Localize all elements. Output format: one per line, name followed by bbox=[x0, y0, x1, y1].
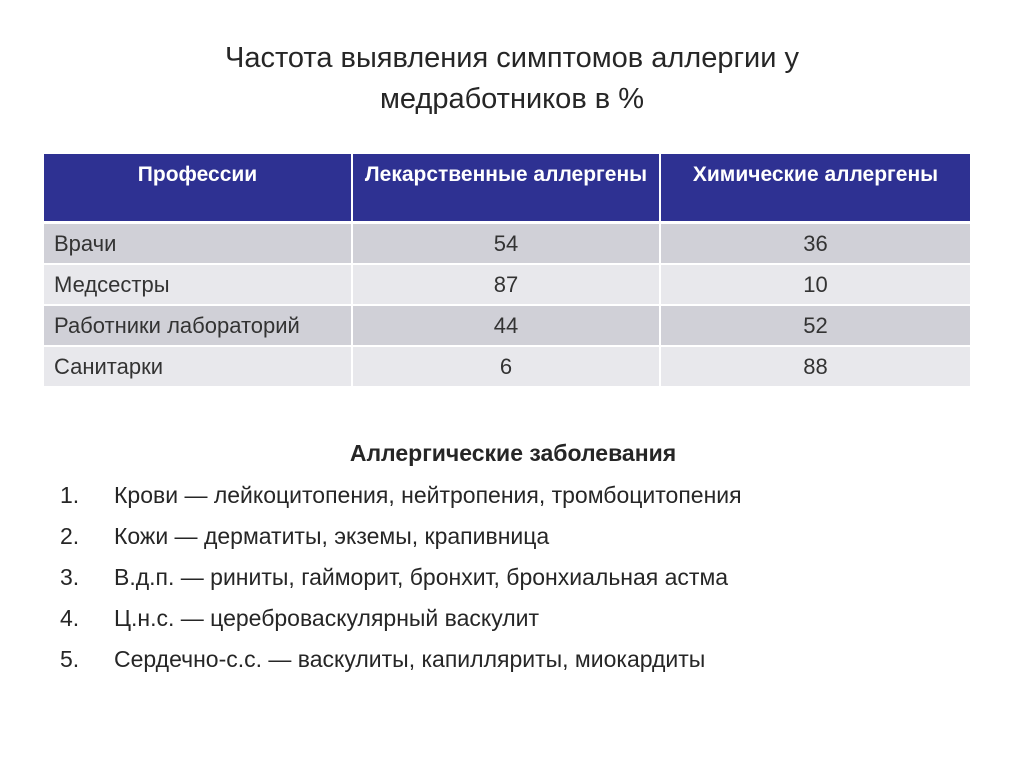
list-item-text: Кожи — дерматиты, экземы, крапивница bbox=[114, 523, 550, 549]
list-item bbox=[60, 520, 742, 561]
slide-title-line-1: Частота выявления симптомов аллергии у bbox=[225, 42, 799, 74]
chemical-allergen-value: 10 bbox=[661, 265, 970, 306]
table-row bbox=[44, 347, 970, 388]
list-item bbox=[60, 602, 742, 643]
list-item-text: Крови — лейкоцитопения, нейтропения, тромбоцитопения bbox=[114, 482, 742, 508]
drug-allergen-value: 87 bbox=[353, 265, 661, 306]
header-drug-allergens: Лекарственные аллергены bbox=[353, 154, 661, 224]
list-item-number: 3. bbox=[60, 564, 80, 590]
slide-title-line-2: медработников в % bbox=[379, 83, 645, 115]
profession-cell: Медсестры bbox=[44, 265, 353, 306]
profession-cell: Работники лабораторий bbox=[44, 306, 353, 347]
chemical-allergen-value: 36 bbox=[661, 224, 970, 265]
table-header-row bbox=[44, 154, 970, 224]
table-row bbox=[44, 224, 970, 265]
drug-allergen-value: 44 bbox=[353, 306, 661, 347]
list-item bbox=[60, 643, 742, 684]
allergy-frequency-table bbox=[44, 154, 970, 388]
chemical-allergen-value: 52 bbox=[661, 306, 970, 347]
drug-allergen-value: 54 bbox=[353, 224, 661, 265]
list-item-text: В.д.п. — риниты, гайморит, бронхит, бронхиальная астма bbox=[114, 564, 729, 590]
list-item-text: Ц.н.с. — цереброваскулярный васкулит bbox=[114, 605, 540, 631]
profession-cell: Врачи bbox=[44, 224, 353, 265]
drug-allergen-value: 6 bbox=[353, 347, 661, 388]
header-professions: Профессии bbox=[44, 154, 353, 224]
chemical-allergen-value: 88 bbox=[661, 347, 970, 388]
list-item-number: 1. bbox=[60, 482, 80, 508]
list-item-number: 5. bbox=[60, 646, 80, 672]
table-row bbox=[44, 306, 970, 347]
list-item-number: 4. bbox=[60, 605, 80, 631]
list-item-text: Сердечно-с.с. — васкулиты, капилляриты, миокардиты bbox=[114, 646, 706, 672]
header-chemical-allergens: Химические аллергены bbox=[661, 154, 970, 224]
list-item bbox=[60, 479, 742, 520]
table-row bbox=[44, 265, 970, 306]
diseases-heading: Аллергические заболевания bbox=[349, 440, 677, 466]
profession-cell: Санитарки bbox=[44, 347, 353, 388]
diseases-list bbox=[60, 479, 742, 684]
list-item-number: 2. bbox=[60, 523, 80, 549]
slide-title bbox=[0, 38, 1024, 120]
list-item bbox=[60, 561, 742, 602]
